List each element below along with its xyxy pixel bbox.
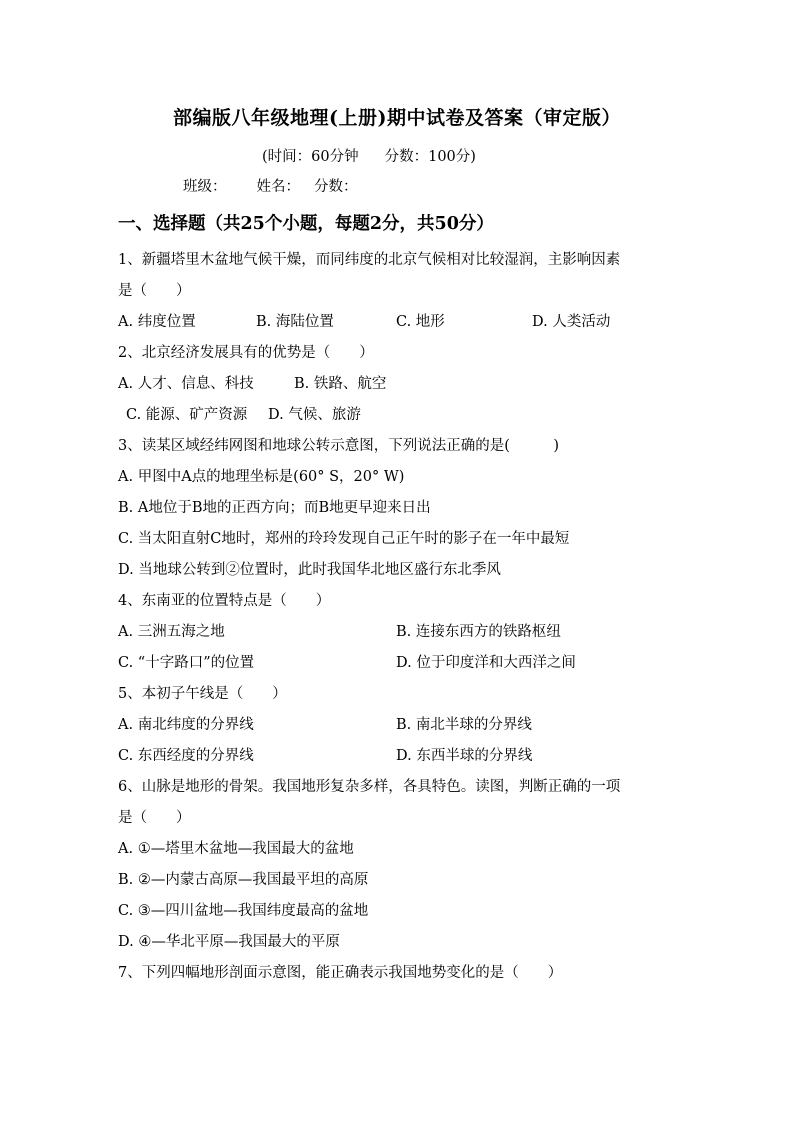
answer-option: A. 纬度位置 [118,314,196,330]
answer-option: A. ①—塔里木盆地—我国最大的盆地 [118,841,354,857]
answer-option: B. 南北半球的分界线 [396,717,532,733]
answer-option: A. 甲图中A点的地理坐标是(60° S，20° W) [118,469,405,485]
name-label: 姓名： [256,179,300,195]
question-stem: 3、读某区域经纬网图和地球公转示意图，下列说法正确的是( ) [118,438,560,454]
option-row [118,555,683,586]
option-row [118,648,683,679]
answer-option: A. 三洲五海之地 [118,624,225,640]
option-row [118,927,683,958]
option-row [118,896,683,927]
question-stem: 5、本初子午线是（ ） [118,686,287,702]
question-stem: 是（ ） [118,810,191,826]
exam-title: 部编版八年级地理(上册)期中试卷及答案（审定版） [173,107,621,129]
answer-option: B. 连接东西方的铁路枢纽 [396,624,561,640]
option-row [118,617,683,648]
option-row [118,462,683,493]
answer-option: C. 东西经度的分界线 [118,748,254,764]
answer-option: A. 人才、信息、科技 [118,376,254,392]
answer-option: C. 当太阳直射C地时，郑州的玲玲发现自己正午时的影子在一年中最短 [118,531,570,547]
question-stem: 4、东南亚的位置特点是（ ） [118,593,331,609]
option-row [118,741,683,772]
answer-option: D. 当地球公转到②位置时，此时我国华北地区盛行东北季风 [118,562,501,578]
answer-option: A. 南北纬度的分界线 [118,717,254,733]
option-row [118,400,683,431]
total-score: 分数：100分) [384,149,476,165]
answer-option: D. ④—华北平原—我国最大的平原 [118,934,340,950]
option-row [118,710,683,741]
question-2 [118,338,683,431]
question-stem: 7、下列四幅地形剖面示意图，能正确表示我国地势变化的是（ ） [118,965,563,981]
question-4 [118,586,683,679]
answer-option: D. 气候、旅游 [268,407,361,423]
answer-option: D. 东西半球的分界线 [396,748,533,764]
score-label: 分数： [314,179,358,195]
option-row [118,493,683,524]
exam-subtitle [262,145,476,166]
answer-option: B. ②—内蒙古高原—我国最平坦的高原 [118,872,369,888]
question-stem: 1、新疆塔里木盆地气候干燥，而同纬度的北京气候相对比较湿润，主影响因素 [118,252,621,268]
answer-option: D. 人类活动 [532,314,611,330]
answer-option: C. ③—四川盆地—我国纬度最高的盆地 [118,903,369,919]
section-title: 一、选择题（共25个小题，每题2分，共50分） [118,214,494,234]
question-stem: 6、山脉是地形的骨架。我国地形复杂多样，各具特色。读图，判断正确的一项 [118,779,621,795]
answer-option: B. A地位于B地的正西方向；而B地更早迎来日出 [118,500,431,516]
answer-option: C. “十字路口”的位置 [118,655,255,671]
option-row [118,865,683,896]
student-info [183,175,358,196]
class-label: 班级： [183,179,227,195]
question-list [118,245,683,989]
option-row [118,524,683,555]
answer-option: B. 海陆位置 [256,314,334,330]
question-5 [118,679,683,772]
question-stem: 是（ ） [118,283,191,299]
option-row [118,834,683,865]
question-1 [118,245,683,338]
answer-option: D. 位于印度洋和大西洋之间 [396,655,576,671]
answer-option: B. 铁路、航空 [294,376,387,392]
question-stem: 2、北京经济发展具有的优势是（ ） [118,345,374,361]
time-limit: (时间：60分钟 [262,149,359,165]
option-row [118,369,683,400]
question-6 [118,772,683,958]
answer-option: C. 地形 [396,314,445,330]
answer-option: C. 能源、矿产资源 [126,407,248,423]
question-3 [118,431,683,586]
question-7 [118,958,683,989]
option-row [118,307,683,338]
